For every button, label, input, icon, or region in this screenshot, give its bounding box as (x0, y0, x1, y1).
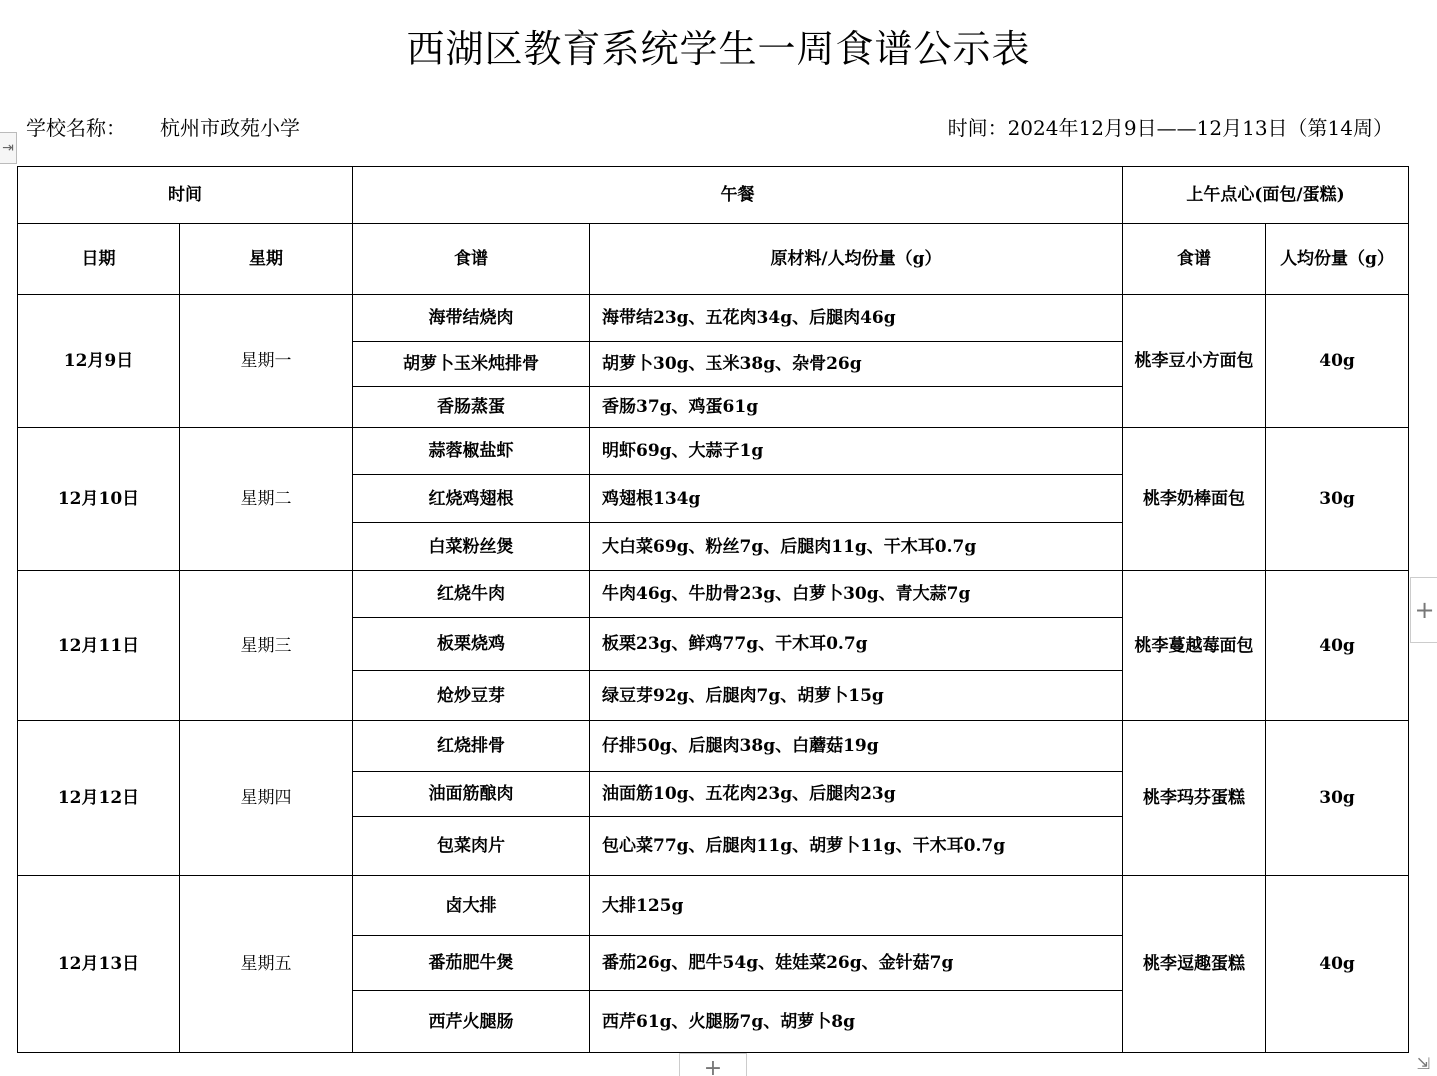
dish-name: 西芹火腿肠 (353, 991, 590, 1053)
header-recipe: 食谱 (353, 224, 590, 295)
dish-name: 海带结烧肉 (353, 295, 590, 342)
school-name: 杭州市政苑小学 (160, 116, 300, 140)
snack-name: 桃李豆小方面包 (1123, 295, 1266, 428)
dish-materials: 海带结23g、五花肉34g、后腿肉46g (590, 295, 1123, 342)
header-time: 时间 (18, 167, 353, 224)
dish-name: 卤大排 (353, 876, 590, 936)
dish-materials: 板栗23g、鲜鸡77g、干木耳0.7g (590, 618, 1123, 671)
dish-materials: 胡萝卜30g、玉米38g、杂骨26g (590, 342, 1123, 387)
header-date: 日期 (18, 224, 180, 295)
table-row (18, 571, 1409, 618)
dish-materials: 番茄26g、肥牛54g、娃娃菜26g、金针菇7g (590, 936, 1123, 991)
menu-table (17, 166, 1409, 1053)
dish-name: 红烧牛肉 (353, 571, 590, 618)
dish-materials: 包心菜77g、后腿肉11g、胡萝卜11g、干木耳0.7g (590, 817, 1123, 876)
snack-name: 桃李玛芬蛋糕 (1123, 721, 1266, 876)
snack-portion: 40g (1266, 571, 1409, 721)
header-snack-recipe: 食谱 (1123, 224, 1266, 295)
school-label: 学校名称： (26, 116, 126, 140)
snack-name: 桃李逗趣蛋糕 (1123, 876, 1266, 1053)
table-row (18, 721, 1409, 772)
dish-name: 胡萝卜玉米炖排骨 (353, 342, 590, 387)
dish-name: 包菜肉片 (353, 817, 590, 876)
period-info: 时间：2024年12月9日——12月13日（第14周） (947, 116, 1393, 140)
dish-name: 香肠蒸蛋 (353, 387, 590, 428)
dish-materials: 绿豆芽92g、后腿肉7g、胡萝卜15g (590, 671, 1123, 721)
snack-name: 桃李奶棒面包 (1123, 428, 1266, 571)
add-row-plus-icon[interactable]: + (679, 1053, 747, 1076)
dish-name: 白菜粉丝煲 (353, 523, 590, 571)
header-row-1 (18, 167, 1409, 224)
date-cell: 12月11日 (18, 571, 180, 721)
weekday-cell: 星期一 (180, 295, 353, 428)
table-move-handle-icon[interactable]: ⇥ (0, 132, 17, 164)
weekday-cell: 星期二 (180, 428, 353, 571)
header-lunch: 午餐 (353, 167, 1123, 224)
snack-name: 桃李蔓越莓面包 (1123, 571, 1266, 721)
header-weekday: 星期 (180, 224, 353, 295)
dish-name: 红烧排骨 (353, 721, 590, 772)
header-row-2 (18, 224, 1409, 295)
dish-name: 蒜蓉椒盐虾 (353, 428, 590, 475)
dish-name: 红烧鸡翅根 (353, 475, 590, 523)
table-row (18, 876, 1409, 936)
snack-portion: 30g (1266, 721, 1409, 876)
dish-materials: 大白菜69g、粉丝7g、后腿肉11g、干木耳0.7g (590, 523, 1123, 571)
dish-materials: 西芹61g、火腿肠7g、胡萝卜8g (590, 991, 1123, 1053)
dish-materials: 明虾69g、大蒜子1g (590, 428, 1123, 475)
dish-name: 油面筋酿肉 (353, 772, 590, 817)
table-resize-icon[interactable]: ⇲ (1416, 1054, 1431, 1073)
dish-name: 番茄肥牛煲 (353, 936, 590, 991)
snack-portion: 40g (1266, 876, 1409, 1053)
table-row (18, 428, 1409, 475)
add-column-plus-icon[interactable]: + (1410, 577, 1437, 643)
weekday-cell: 星期三 (180, 571, 353, 721)
dish-name: 炝炒豆芽 (353, 671, 590, 721)
dish-materials: 仔排50g、后腿肉38g、白蘑菇19g (590, 721, 1123, 772)
weekday-cell: 星期五 (180, 876, 353, 1053)
page-title: 西湖区教育系统学生一周食谱公示表 (406, 27, 1031, 71)
snack-portion: 30g (1266, 428, 1409, 571)
table-row (18, 295, 1409, 342)
dish-materials: 香肠37g、鸡蛋61g (590, 387, 1123, 428)
snack-portion: 40g (1266, 295, 1409, 428)
dish-materials: 油面筋10g、五花肉23g、后腿肉23g (590, 772, 1123, 817)
header-snack-portion: 人均份量（g） (1266, 224, 1409, 295)
dish-materials: 大排125g (590, 876, 1123, 936)
school-info (26, 112, 300, 141)
weekday-cell: 星期四 (180, 721, 353, 876)
date-cell: 12月9日 (18, 295, 180, 428)
dish-materials: 牛肉46g、牛肋骨23g、白萝卜30g、青大蒜7g (590, 571, 1123, 618)
header-snack: 上午点心(面包/蛋糕) (1123, 167, 1409, 224)
dish-materials: 鸡翅根134g (590, 475, 1123, 523)
header-materials: 原材料/人均份量（g） (590, 224, 1123, 295)
date-cell: 12月13日 (18, 876, 180, 1053)
date-cell: 12月12日 (18, 721, 180, 876)
date-cell: 12月10日 (18, 428, 180, 571)
dish-name: 板栗烧鸡 (353, 618, 590, 671)
